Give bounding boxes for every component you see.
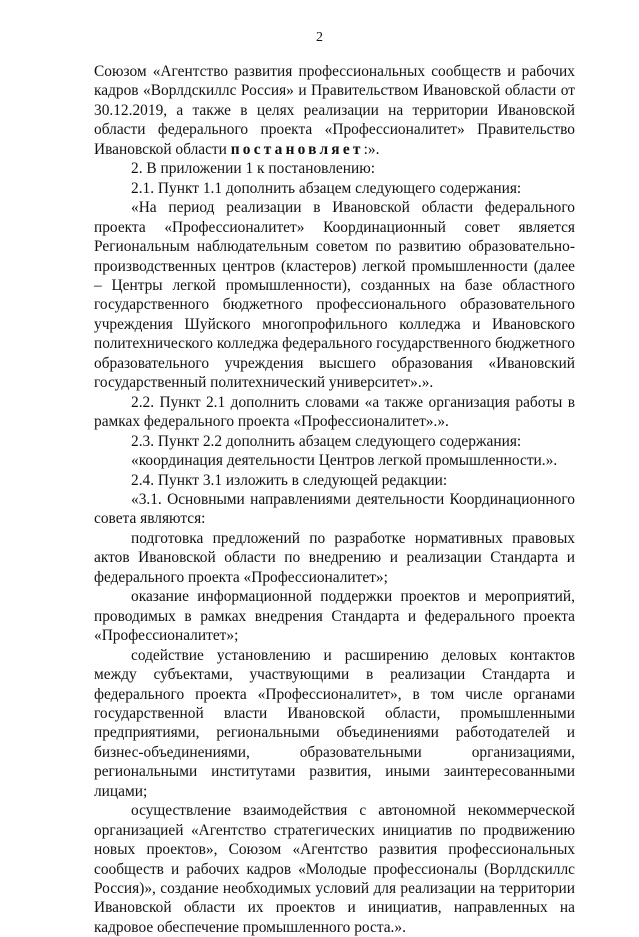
page-number: 2	[316, 30, 323, 45]
paragraph: 2.1. Пункт 1.1 дополнить абзацем следующего содержания:	[131, 179, 522, 197]
paragraph: осуществление взаимодействия с автономной некоммерческой организацией «Агентство стратегических инициатив по продвижению новых проектов», Союзом «Агентство развития профессиональных сообществ и рабочих кадров «Молодые профессионалы (Ворлдскиллс Россия)», создание необходимых условий для реализации на территории Ивановской области их проектов и инициатив, направленных на кадровое обеспечение промышленного роста.».	[94, 802, 575, 936]
paragraph: оказание информационной поддержки проектов и мероприятий, проводимых в рамках внедрения Стандарта и федерального проекта «Профессионалитет»;	[94, 588, 575, 645]
document-body	[94, 62, 575, 937]
paragraph: «3.1. Основными направлениями деятельности Координационного совета являются:	[94, 490, 575, 528]
paragraph: 2.4. Пункт 3.1 изложить в следующей редакции:	[131, 471, 448, 489]
paragraph: 2. В приложении 1 к постановлению:	[131, 160, 375, 178]
paragraph-intro	[94, 62, 575, 159]
paragraph: содействие установлению и расширению деловых контактов между субъектами, участвующими в реализации Стандарта и федерального проекта «Профессионалитет», в том числе органами государственной власти Ивановской области, промышленными предприятиями, региональными объединениями работодателей и бизнес-объединениями, образовательными организациями, региональными институтами развития, иными заинтересованными лицами;	[94, 646, 575, 800]
paragraph: «координация деятельности Центров легкой промышленности.».	[131, 452, 558, 470]
paragraph-intro-text: Союзом «Агентство развития профессиональных сообществ и рабочих кадров «Ворлдскиллс Россия» и Правительством Ивановской области от 30.12.2019, а также в целях реализации на территории Ивановской области федерального проекта «Профессионалитет» Правительство Ивановской области	[94, 63, 575, 158]
emphasis-word: постановляет	[230, 140, 364, 158]
paragraph: подготовка предложений по разработке нормативных правовых актов Ивановской области по внедрению и реализации Стандарта и федерального проекта «Профессионалитет»;	[94, 529, 575, 586]
emphasis-suffix: :».	[363, 140, 380, 158]
paragraph: 2.3. Пункт 2.2 дополнить абзацем следующего содержания:	[131, 432, 522, 450]
paragraph: 2.2. Пункт 2.1 дополнить словами «а также организация работы в рамках федерального проекта «Профессионалитет».».	[94, 393, 575, 431]
paragraph: «На период реализации в Ивановской области федерального проекта «Профессионалитет» Координационный совет является Региональным наблюдательным советом по развитию образовательно-производственных центров (кластеров) легкой промышленности (далее – Центры легкой промышленности), созданных на базе областного государственного бюджетного профессионального образовательного учреждения Шуйского многопрофильного колледжа и Ивановского политехнического колледжа федерального государственного бюджетного образовательного учреждения высшего образования «Ивановский государственный политехнический университет».».	[94, 199, 576, 392]
